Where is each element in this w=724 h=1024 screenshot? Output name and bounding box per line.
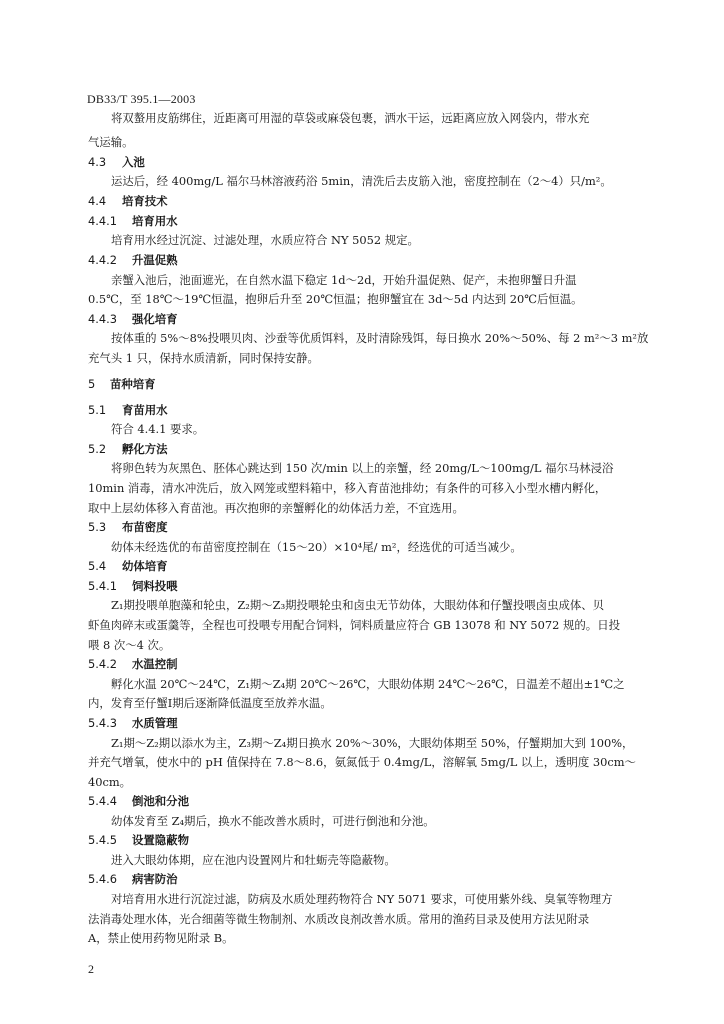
paragraph-continuation: 气运输。 bbox=[88, 135, 134, 149]
section-title: 孵化方法 bbox=[122, 442, 168, 456]
section-number: 5.4.1 bbox=[88, 579, 117, 593]
section-heading bbox=[88, 872, 178, 886]
section-number: 5 bbox=[88, 377, 96, 391]
section-heading bbox=[88, 377, 156, 391]
paragraph-continuation: 充气头 1 只，保持水质清新，同时保持安静。 bbox=[88, 351, 319, 365]
section-heading bbox=[88, 833, 189, 847]
section-heading bbox=[88, 579, 178, 593]
section-title: 升温促熟 bbox=[132, 253, 178, 267]
section-title: 水质管理 bbox=[132, 716, 178, 730]
paragraph-line: 对培育用水进行沉淀过滤，防病及水质处理药物符合 NY 5071 要求，可使用紫外线、臭氧等物理方 bbox=[111, 892, 613, 906]
section-heading bbox=[88, 794, 189, 808]
paragraph-continuation: 取中上层幼体移入育苗池。再次抱卵的亲蟹孵化的幼体活力差，不宜选用。 bbox=[88, 501, 464, 515]
section-number: 5.4 bbox=[88, 559, 107, 573]
section-number: 4.4.2 bbox=[88, 253, 117, 267]
section-number: 5.4.6 bbox=[88, 872, 117, 886]
section-title: 育苗用水 bbox=[122, 403, 168, 417]
section-heading bbox=[88, 312, 178, 326]
paragraph-continuation: 10min 消毒，清水冲洗后，放入网笼或塑料箱中，移入育苗池排幼；有条件的可移入小型水槽内孵化， bbox=[88, 481, 607, 495]
section-heading bbox=[88, 253, 178, 267]
section-title: 水温控制 bbox=[132, 657, 178, 671]
paragraph-line: 亲蟹入池后，池面遮光，在自然水温下稳定 1d～2d，开始升温促熟、促产，未抱卵蟹日升温 bbox=[111, 273, 577, 287]
section-heading bbox=[88, 559, 168, 573]
section-number: 5.2 bbox=[88, 442, 107, 456]
section-number: 5.1 bbox=[88, 403, 107, 417]
paragraph-continuation: A，禁止使用药物见附录 B。 bbox=[88, 931, 234, 945]
section-title: 设置隐蔽物 bbox=[132, 833, 189, 847]
section-heading bbox=[88, 442, 168, 456]
section-title: 培育用水 bbox=[132, 214, 178, 228]
page-number: 2 bbox=[88, 962, 94, 976]
section-heading bbox=[88, 657, 178, 671]
section-heading bbox=[88, 403, 168, 417]
paragraph-continuation: 虾鱼肉碎末或蛋羹等，全程也可投喂专用配合饲料，饲料质量应符合 GB 13078 和 NY 5072 规的。日投 bbox=[88, 618, 620, 632]
section-title: 幼体培育 bbox=[122, 559, 168, 573]
paragraph-continuation: 0.5℃，至 18℃～19℃恒温，抱卵后升至 20℃恒温；抱卵蟹宜在 3d～5d 内达到 20℃后恒温。 bbox=[88, 292, 583, 306]
section-heading bbox=[88, 155, 145, 169]
paragraph-continuation: 内，发育至仔蟹Ⅰ期后逐渐降低温度至放养水温。 bbox=[88, 696, 332, 710]
section-number: 5.4.2 bbox=[88, 657, 117, 671]
paragraph-line: 幼体发育至 Z₄期后，换水不能改善水质时，可进行倒池和分池。 bbox=[111, 814, 435, 828]
section-heading bbox=[88, 194, 168, 208]
paragraph-line: 符合 4.4.1 要求。 bbox=[111, 422, 205, 436]
section-title: 倒池和分池 bbox=[132, 794, 189, 808]
section-title: 苗种培育 bbox=[110, 377, 156, 391]
paragraph-line: 按体重的 5%～8%投喂贝肉、沙蚕等优质饵料，及时清除残饵，每日换水 20%～50%、每 2 m²～3 m²放 bbox=[111, 331, 649, 345]
section-title: 强化培育 bbox=[132, 312, 178, 326]
section-number: 4.4.3 bbox=[88, 312, 117, 326]
paragraph-continuation: 喂 8 次～4 次。 bbox=[88, 638, 171, 652]
section-number: 4.4 bbox=[88, 194, 107, 208]
section-title: 病害防治 bbox=[132, 872, 178, 886]
section-title: 培育技术 bbox=[122, 194, 168, 208]
document-id-header: DB33/T 395.1—2003 bbox=[87, 92, 196, 106]
section-number: 5.4.5 bbox=[88, 833, 117, 847]
paragraph-line: Z₁期投喂单胞藻和轮虫，Z₂期～Z₃期投喂轮虫和卤虫无节幼体，大眼幼体和仔蟹投喂卤虫成体、贝 bbox=[111, 598, 605, 612]
section-number: 5.3 bbox=[88, 520, 107, 534]
paragraph-continuation: 并充气增氧，使水中的 pH 值保持在 7.8～8.6，氨氮低于 0.4mg/L，溶解氧 5mg/L 以上，透明度 30cm～ bbox=[88, 755, 636, 769]
section-heading bbox=[88, 520, 168, 534]
section-heading bbox=[88, 214, 178, 228]
paragraph-line: 培育用水经过沉淀、过滤处理，水质应符合 NY 5052 规定。 bbox=[111, 233, 419, 247]
section-title: 布苗密度 bbox=[122, 520, 168, 534]
paragraph-line: 进入大眼幼体期，应在池内设置网片和牡蛎壳等隐蔽物。 bbox=[111, 853, 396, 867]
paragraph-continuation: 法消毒处理水体，光合细菌等微生物制剂、水质改良剂改善水质。常用的渔药目录及使用方法见附录 bbox=[88, 912, 590, 926]
section-title: 入池 bbox=[122, 155, 145, 169]
paragraph-continuation: 40cm。 bbox=[88, 775, 132, 789]
paragraph-line: 运达后，经 400mg/L 福尔马林溶液药浴 5min，清洗后去皮筋入池，密度控制在（2～4）只/m²。 bbox=[111, 174, 612, 188]
section-heading bbox=[88, 716, 178, 730]
section-number: 4.3 bbox=[88, 155, 107, 169]
paragraph-line: 孵化水温 20℃～24℃，Z₁期～Z₄期 20℃～26℃，大眼幼体期 24℃～26℃，日温差不超出±1℃之 bbox=[111, 677, 625, 691]
paragraph-line: 幼体未经选优的布苗密度控制在（15～20）×10⁴尾/ m²，经选优的可适当减少。 bbox=[111, 540, 522, 554]
section-number: 5.4.3 bbox=[88, 716, 117, 730]
paragraph-line: 将卵色转为灰黑色、胚体心跳达到 150 次/min 以上的亲蟹，经 20mg/L～100mg/L 福尔马林浸浴 bbox=[111, 461, 614, 475]
section-number: 4.4.1 bbox=[88, 214, 117, 228]
section-title: 饲料投喂 bbox=[132, 579, 178, 593]
paragraph-line: 将双螯用皮筋绑住，近距离可用湿的草袋或麻袋包裹，洒水干运，远距离应放入网袋内，带水充 bbox=[111, 111, 590, 125]
paragraph-line: Z₁期～Z₂期以添水为主，Z₃期～Z₄期日换水 20%～30%，大眼幼体期至 50%，仔蟹期加大到 100%， bbox=[111, 736, 634, 750]
section-number: 5.4.4 bbox=[88, 794, 117, 808]
